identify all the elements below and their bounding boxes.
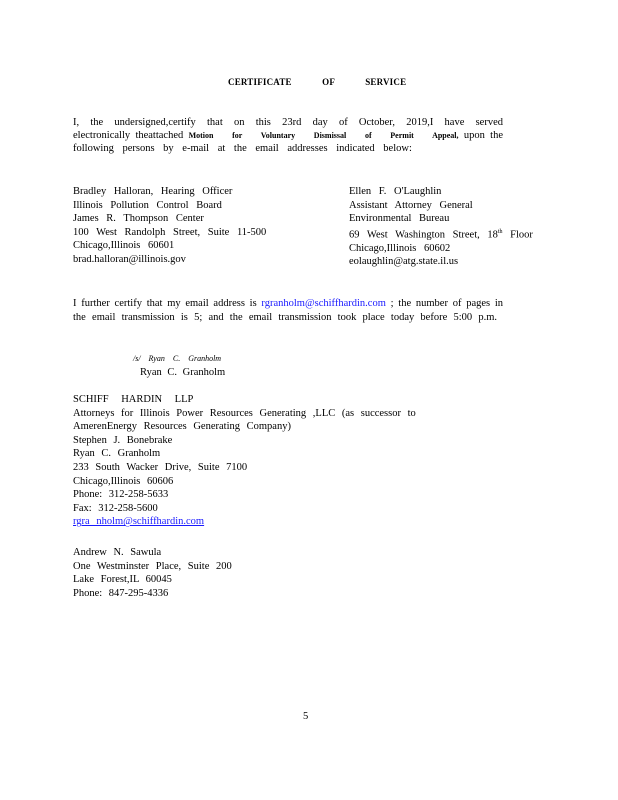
intro-line-2 [73,129,503,142]
intro-suffix: upon the [463,130,503,141]
attorney-name: Stephen J. Bonebrake [73,434,173,446]
recipient-city: Chicago,Illinois 60602 [349,242,451,254]
attorney-city: Lake Forest,IL 60045 [73,574,172,586]
firm-fax: Fax: 312-258-5600 [73,502,158,514]
recipient-email[interactable]: brad.halloran@illinois.gov [73,253,186,265]
intro-line-1: I, the undersigned,certify that on this 23rd day of October, 2019,I have served [73,117,503,128]
recipient-email[interactable]: eolaughlin@atg.state.il.us [349,256,459,268]
certify-line-1 [73,297,503,310]
certify-prefix: I further certify that my email address is [73,298,257,309]
firm-street: 233 South Wacker Drive, Suite 7100 [73,461,248,473]
recipient-org: Illinois Pollution Control Board [73,199,222,211]
signer-name: Ryan C. Granholm [140,367,226,378]
second-attorney-block [73,546,232,600]
recipient-city: Chicago,Illinois 60601 [73,240,175,252]
page-number: 5 [303,711,309,722]
recipient-org: Assistant Attorney General [349,199,473,211]
electronic-signature: /s/ Ryan C. Granholm [133,354,222,363]
firm-role-line-1: Attorneys for Illinois Power Resources Generating ,LLC (as successor to [73,407,416,419]
certify-line-2: the email transmission is 5; and the email transmission took place today before 5:00 p.m. [73,312,497,323]
attorney-name: Ryan C. Granholm [73,448,161,460]
recipient-building: Environmental Bureau [349,213,450,225]
attorney-phone: Phone: 847-295-4336 [73,587,169,599]
attorney-name: Andrew N. Sawula [73,547,162,558]
recipient-block-2 [349,185,533,269]
motion-title: Motion for Voluntary Dismissal of Permit Appeal, [188,131,459,140]
attorney-street: One Westminster Place, Suite 200 [73,560,232,572]
firm-phone: Phone: 312-258-5633 [73,489,169,501]
firm-email-link[interactable]: rgra nholm@schiffhardin.com [73,516,205,528]
recipient-name: Ellen F. O'Laughlin [349,186,442,197]
recipient-name: Bradley Halloran, Hearing Officer [73,186,233,197]
certify-email-link[interactable]: rgranholm@schiffhardin.com [261,298,386,309]
recipient-street: 69 West Washington Street, 18th Floor [349,228,533,241]
certify-suffix: ; the number of pages in [390,298,504,309]
page-title: CERTIFICATE OF SERVICE [228,77,407,87]
intro-line-3: following persons by e-mail at the email addresses indicated below: [73,143,412,154]
firm-name: SCHIFF HARDIN LLP [73,394,194,405]
firm-block [73,393,416,529]
recipient-building: James R. Thompson Center [73,213,204,225]
intro-prefix: electronically theattached [73,130,184,141]
firm-city: Chicago,Illinois 60606 [73,475,174,487]
firm-role-line-2: AmerenEnergy Resources Generating Company) [73,421,291,433]
recipient-street: 100 West Randolph Street, Suite 11-500 [73,226,267,238]
recipient-block-1 [73,185,266,267]
